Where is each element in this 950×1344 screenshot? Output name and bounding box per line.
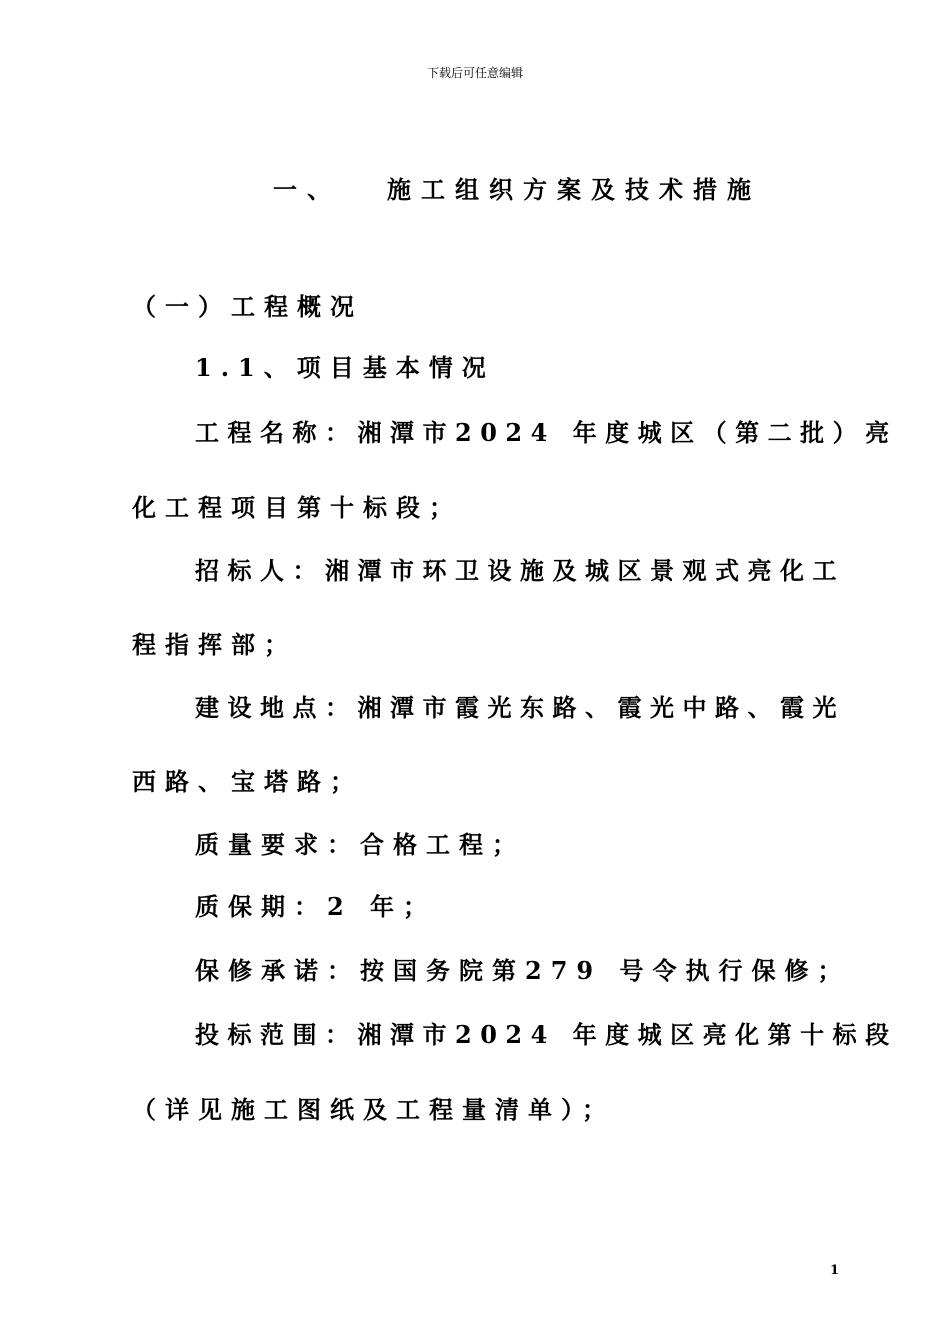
page-number: 1 — [830, 1263, 840, 1278]
paragraph-line: 程指挥部； — [132, 630, 297, 659]
paragraph-line: 投标范围：湘潭市2024 年度城区亮化第十标段 — [195, 1020, 898, 1049]
document-title — [273, 170, 761, 205]
paragraph-line: 西路、宝塔路； — [132, 767, 363, 796]
paragraph-line: 质保期：2 年； — [195, 892, 437, 921]
paragraph-line: 质量要求：合格工程； — [195, 830, 525, 859]
section-heading: （一）工程概况 — [132, 292, 363, 321]
paragraph-line: 保修承诺：按国务院第279 号令执行保修； — [195, 956, 851, 985]
subsection-heading: 1.1、项目基本情况 — [195, 353, 495, 382]
paragraph-line: 化工程项目第十标段； — [132, 493, 462, 522]
paragraph-line: （详见施工图纸及工程量清单）； — [132, 1095, 615, 1124]
title-number: 一、 — [273, 175, 341, 204]
paragraph-line: 建设地点：湘潭市霞光东路、霞光中路、霞光 — [195, 693, 845, 722]
paragraph-line: 招标人：湘潭市环卫设施及城区景观式亮化工 — [195, 556, 845, 585]
title-text: 施工组织方案及技术措施 — [387, 175, 761, 204]
page-header: 下载后可任意编辑 — [426, 66, 523, 80]
paragraph-line: 工程名称：湘潭市2024 年度城区（第二批）亮 — [195, 418, 898, 447]
